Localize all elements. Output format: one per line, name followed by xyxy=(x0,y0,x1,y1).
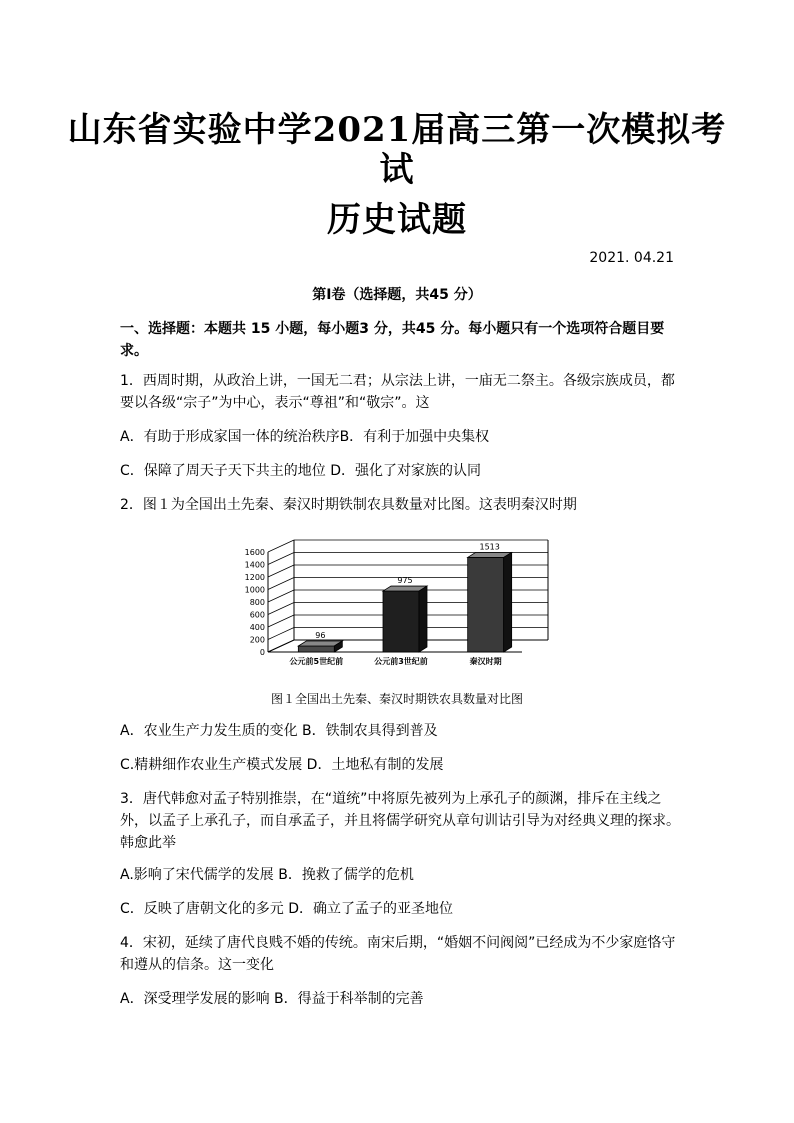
chart-caption: 图１全国出土先秦、秦汉时期铁农具数量对比图 xyxy=(270,692,523,706)
y-tick-label: 800 xyxy=(249,598,265,607)
exam-date: 2021. 04.21 xyxy=(589,250,674,266)
x-tick-label: 公元前5世纪前 xyxy=(289,657,344,666)
q3-options-ab: A.影响了宋代儒学的发展 B．挽救了儒学的危机 xyxy=(120,867,414,883)
q4-options-ab: A．深受理学发展的影响 B．得益于科举制的完善 xyxy=(120,991,424,1007)
bar xyxy=(468,557,504,652)
page-title-line2: 试 xyxy=(379,150,415,190)
gridline-diag xyxy=(268,590,294,602)
y-tick-label: 1600 xyxy=(244,548,265,557)
page-subtitle: 历史试题 xyxy=(327,200,467,240)
bar-side xyxy=(419,586,427,652)
y-tick-label: 400 xyxy=(249,623,265,632)
bar xyxy=(298,646,334,652)
data-label: 1513 xyxy=(479,542,500,552)
gridline-diag xyxy=(268,565,294,577)
iron-tools-bar-chart xyxy=(238,532,558,672)
gridline-diag xyxy=(268,578,294,590)
x-tick-label: 秦汉时期 xyxy=(469,657,502,666)
q3-options-cd: C．反映了唐朝文化的多元 D．确立了孟子的亚圣地位 xyxy=(120,901,454,917)
instructions: 一、选择题：本题共 15 小题，每小题3 分，共45 分。每小题只有一个选项符合题目要求。 xyxy=(120,321,665,359)
section-heading: 第Ⅰ卷（选择题，共45 分） xyxy=(312,287,482,303)
y-tick-label: 0 xyxy=(259,648,265,657)
bar-side xyxy=(504,552,512,652)
q1-options-ab: A．有助于形成家国一体的统治秩序B．有利于加强中央集权 xyxy=(120,429,490,445)
y-tick-label: 200 xyxy=(249,635,265,645)
y-tick-label: 600 xyxy=(249,610,265,620)
gridline-diag xyxy=(268,615,294,627)
gridline-diag xyxy=(268,553,294,565)
y-tick-label: 1200 xyxy=(244,573,265,582)
y-tick-label: 1000 xyxy=(244,585,265,595)
data-label: 975 xyxy=(397,576,413,586)
q2-stem: 2．图１为全国出土先秦、秦汉时期铁制农具数量对比图。这表明秦汉时期 xyxy=(120,497,577,513)
q1-stem: 1．西周时期，从政治上讲，一国无二君；从宗法上讲，一庙无二祭主。各级宗族成员，都要以各级“宗子”为中心，表示“尊祖”和“敬宗”。这 xyxy=(120,373,675,411)
x-tick-label: 公元前3世纪前 xyxy=(374,657,428,666)
page-title-line1: 山东省实验中学2021届高三第一次模拟考 xyxy=(67,110,727,150)
q2-options-ab: A．农业生产力发生质的变化 B．铁制农具得到普及 xyxy=(120,723,438,739)
q3-stem: 3．唐代韩愈对孟子特别推崇，在“道统”中将原先被列为上承孔子的颜渊，排斥在主线之外，以孟子上承孔子，而自承孟子，并且将儒学研究从章句训诂引导为对经典义理的探求。韩愈此举 xyxy=(120,791,680,851)
gridline-diag xyxy=(268,640,294,652)
q4-stem: 4．宋初，延续了唐代良贱不婚的传统。南宋后期，“婚姻不问阀阅”已经成为不少家庭恪守和遵从的信条。这一变化 xyxy=(120,935,676,973)
q2-options-cd: C.精耕细作农业生产模式发展 D．土地私有制的发展 xyxy=(120,757,444,773)
gridline-diag xyxy=(268,603,294,615)
gridline-diag xyxy=(268,628,294,640)
q1-options-cd: C．保障了周天子天下共主的地位 D．强化了对家族的认同 xyxy=(120,463,482,479)
data-label: 96 xyxy=(315,631,326,640)
y-tick-label: 1400 xyxy=(244,560,265,570)
gridline-diag xyxy=(268,540,294,552)
bar xyxy=(383,591,419,652)
